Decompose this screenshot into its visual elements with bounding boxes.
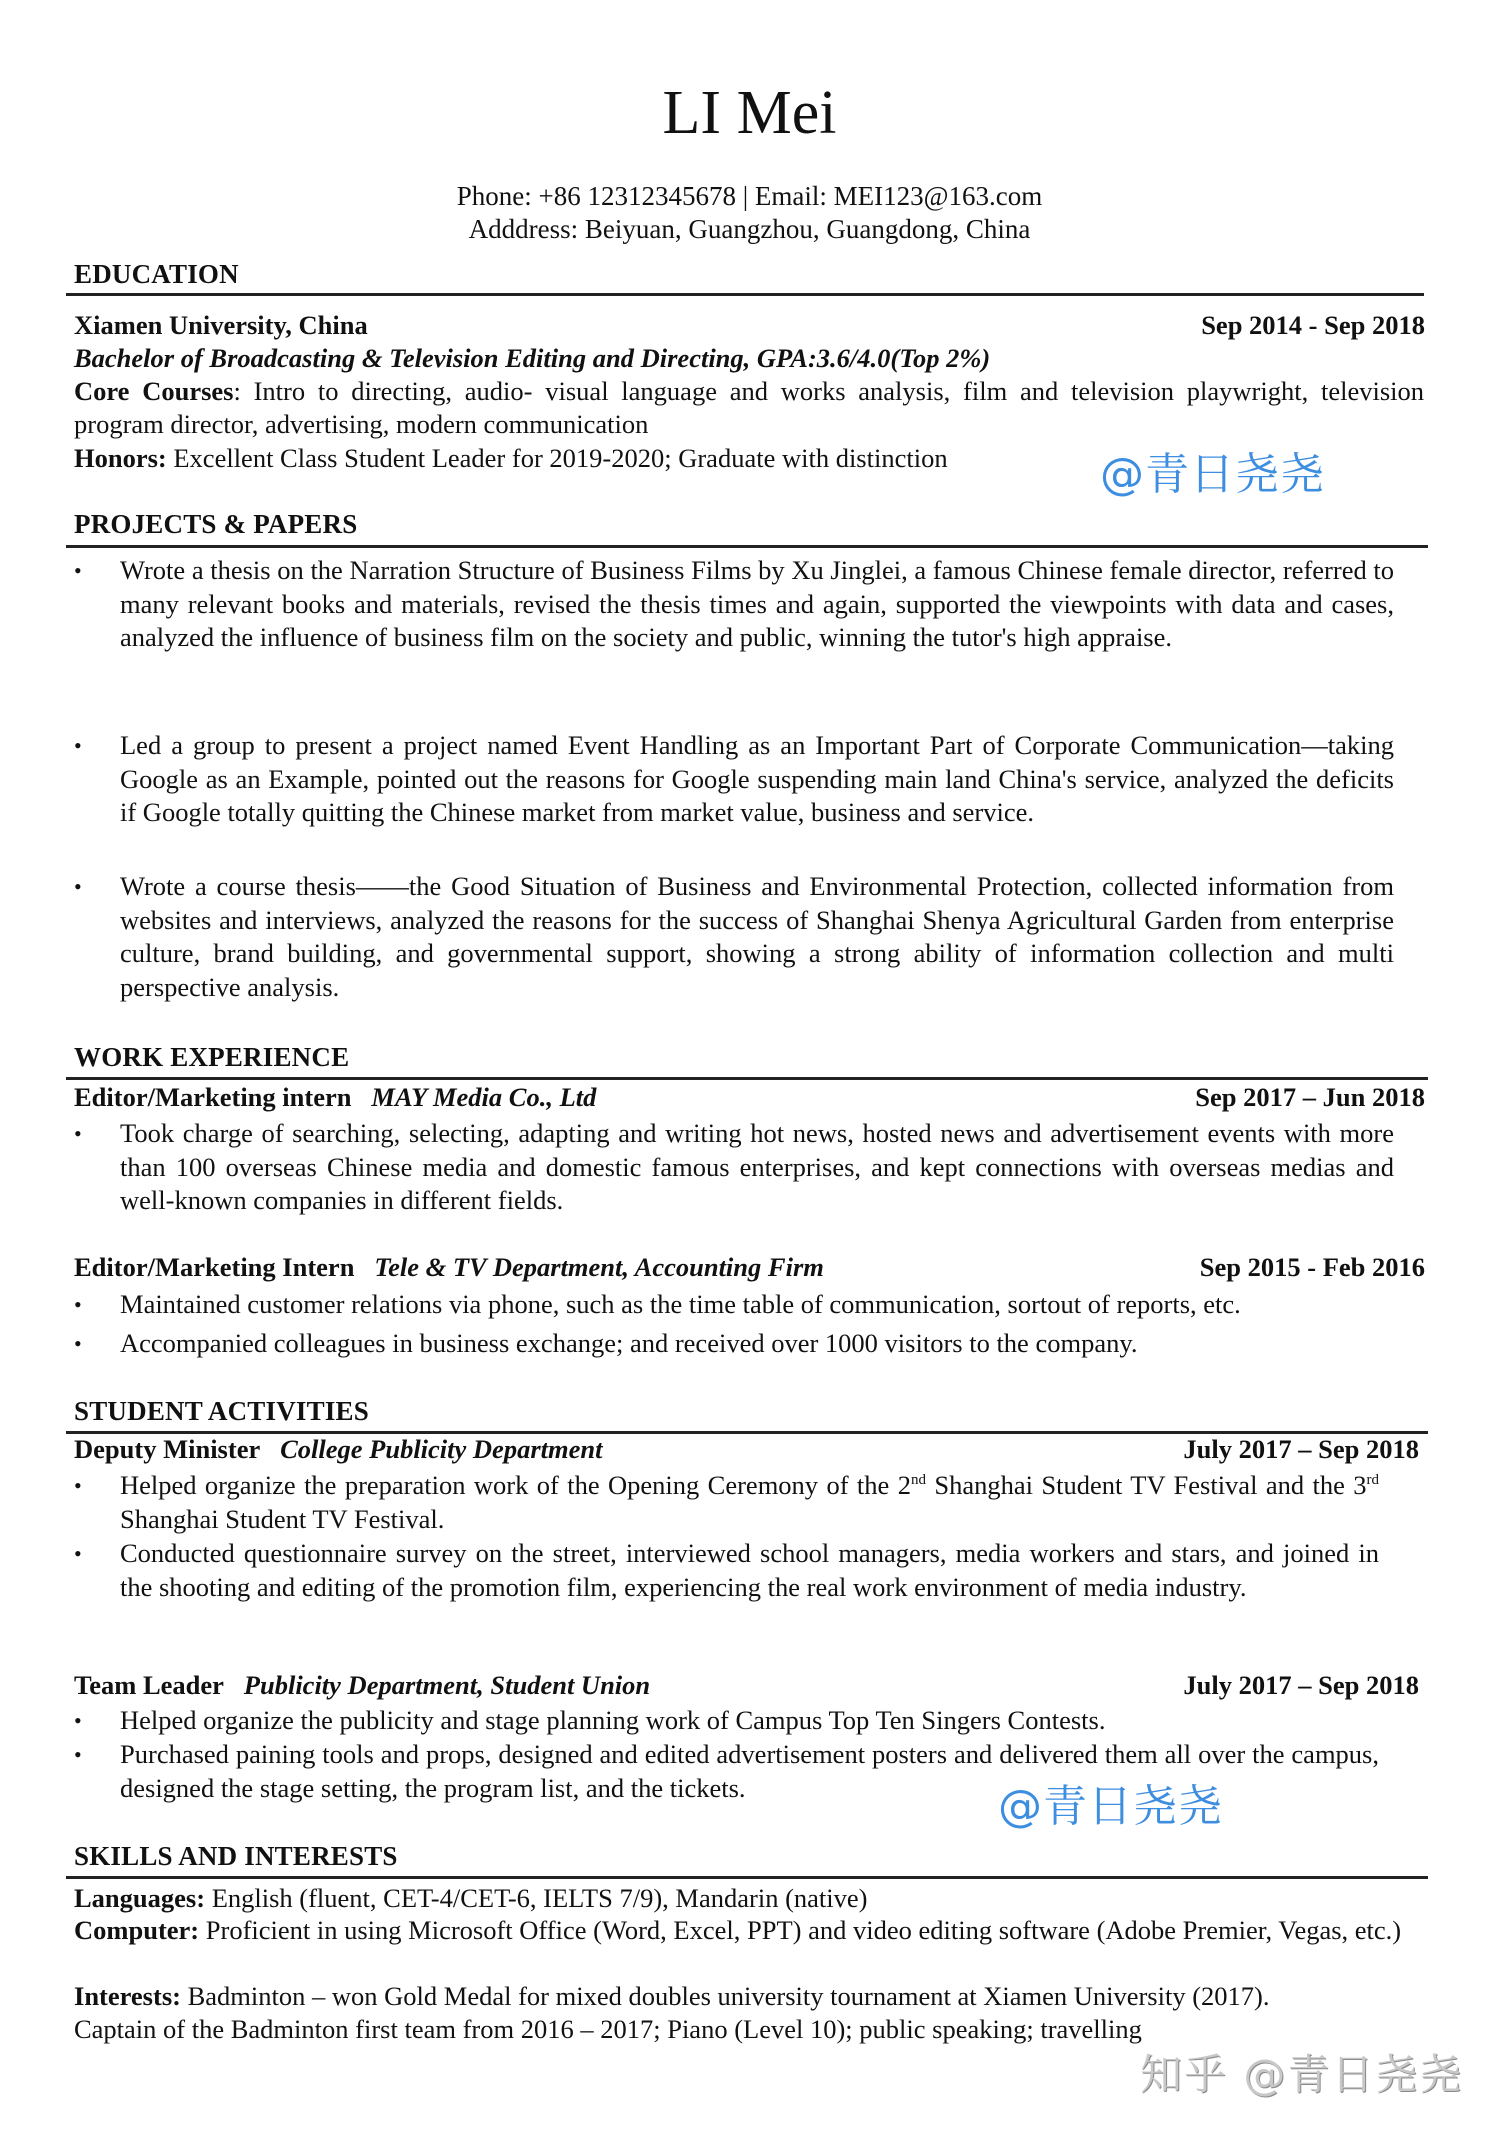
activity-bullet	[74, 1469, 1379, 1536]
skills-interests	[74, 1980, 1270, 2013]
honors	[74, 442, 948, 475]
computer-text: Proficient in using Microsoft Office (Word, Excel, PPT) and video editing software (Adobe Premier, Vegas, etc.)	[199, 1915, 1402, 1945]
job-bullet	[74, 1288, 1394, 1322]
project-item	[74, 554, 1394, 655]
ordinal-suffix: nd	[910, 1472, 926, 1489]
activity-dates: July 2017 – Sep 2018	[1183, 1434, 1419, 1464]
degree-line: Bachelor of Broadcasting & Television Editing and Directing, GPA:3.6/4.0(Top 2%)	[74, 343, 991, 373]
section-divider	[66, 545, 1428, 548]
activity-bullet	[74, 1704, 1379, 1738]
text-part: Shanghai Student TV Festival and the 3	[925, 1470, 1367, 1500]
bullet-icon: •	[74, 1742, 82, 1767]
text-part: Helped organize the preparation work of the Opening Ceremony of the 2	[120, 1470, 911, 1500]
activity-header-row	[74, 1669, 1419, 1702]
job-bullet-text: Accompanied colleagues in business exchange; and received over 1000 visitors to the company.	[120, 1328, 1138, 1358]
watermark-blue-top: @青日尧尧	[1100, 449, 1325, 500]
job-header-row	[74, 1081, 1425, 1114]
bullet-icon: •	[74, 1473, 82, 1498]
project-text: Wrote a thesis on the Narration Structure of Business Films by Xu Jinglei, a famous Chinese female director, referred to many relevant books and materials, revised the thesis times and again, supported the viewpoints with data and cases, analyzed the influence of business film on the society and public, winning the tutor's high appraise.	[120, 555, 1394, 652]
bullet-icon: •	[74, 874, 82, 899]
honors-label: Honors:	[74, 443, 167, 473]
job-header-row	[74, 1251, 1425, 1284]
skills-computer	[74, 1914, 1440, 1947]
address-line: Adddress: Beiyuan, Guangzhou, Guangdong, China	[468, 214, 1031, 244]
bullet-icon: •	[74, 1541, 82, 1566]
job-bullet	[74, 1117, 1394, 1218]
job-role: Editor/Marketing Intern	[74, 1252, 355, 1282]
activity-role: Team Leader	[74, 1670, 224, 1700]
contact-line: Phone: +86 12312345678 | Email: MEI123@163.com	[456, 181, 1043, 211]
languages-label: Languages:	[74, 1883, 206, 1913]
text-part: Shanghai Student TV Festival.	[120, 1503, 445, 1534]
contact-block	[0, 180, 1499, 246]
activity-org: Publicity Department, Student Union	[243, 1670, 651, 1700]
job-bullet	[74, 1327, 1394, 1361]
activity-bullet-text: Conducted questionnaire survey on the street, interviewed school managers, media workers and stars, and joined in the shooting and editing of the promotion film, experiencing the real work environment of media industry.	[120, 1538, 1379, 1602]
job-dates: Sep 2015 - Feb 2016	[1199, 1252, 1425, 1282]
section-divider	[66, 1077, 1428, 1080]
computer-label: Computer:	[74, 1915, 200, 1945]
interests-label: Interests:	[74, 1981, 181, 2011]
core-courses	[74, 375, 1424, 441]
skills-languages	[74, 1882, 867, 1915]
section-divider	[66, 1876, 1428, 1879]
bullet-icon: •	[74, 1708, 82, 1733]
activity-org: College Publicity Department	[280, 1434, 603, 1464]
project-item	[74, 729, 1394, 830]
section-divider	[66, 293, 1424, 296]
education-header-row	[74, 309, 1425, 342]
activity-bullet-text	[120, 1469, 1379, 1536]
section-title-activities: STUDENT ACTIVITIES	[74, 1396, 369, 1426]
job-role: Editor/Marketing intern	[74, 1082, 352, 1112]
project-item	[74, 870, 1394, 1004]
section-title-skills: SKILLS AND INTERESTS	[74, 1841, 398, 1871]
ordinal-suffix: rd	[1366, 1472, 1380, 1489]
education-dates: Sep 2014 - Sep 2018	[1201, 310, 1425, 340]
school-name: Xiamen University, China	[74, 310, 368, 340]
activity-role: Deputy Minister	[74, 1434, 261, 1464]
activity-header-row	[74, 1433, 1419, 1466]
interests-text: Badminton – won Gold Medal for mixed doubles university tournament at Xiamen University (2017).	[180, 1981, 1270, 2011]
watermark-blue-bottom: @青日尧尧	[998, 1781, 1223, 1832]
section-title-education: EDUCATION	[74, 259, 239, 289]
project-text: Wrote a course thesis——the Good Situation of Business and Environmental Protection, collected information from websites and interviews, analyzed the reasons for the success of Shanghai Shenya Agricultural Garden from enterprise culture, brand building, and governmental support, showing a strong ability of information collection and multi perspective analysis.	[120, 871, 1394, 1002]
job-dates: Sep 2017 – Jun 2018	[1195, 1082, 1425, 1112]
job-bullet-text: Took charge of searching, selecting, adapting and writing hot news, hosted news and advertisement events with more than 100 overseas Chinese media and domestic famous enterprises, and kept connections with overseas medias and well-known companies in different fields.	[120, 1118, 1394, 1215]
core-courses-label: Core Courses	[74, 376, 234, 406]
honors-text: Excellent Class Student Leader for 2019-2020; Graduate with distinction	[166, 443, 948, 473]
activity-bullet-text: Helped organize the publicity and stage planning work of Campus Top Ten Singers Contests.	[120, 1705, 1106, 1735]
job-org: MAY Media Co., Ltd	[371, 1082, 597, 1112]
activity-bullet	[74, 1537, 1379, 1604]
bullet-icon: •	[74, 1331, 82, 1356]
job-bullet-text: Maintained customer relations via phone, such as the time table of communication, sortout of reports, etc.	[120, 1289, 1241, 1319]
languages-text: English (fluent, CET-4/CET-6, IELTS 7/9), Mandarin (native)	[205, 1883, 868, 1913]
activity-bullet-text: Purchased paining tools and props, designed and edited advertisement posters and delivered them all over the campus, designed the stage setting, the program list, and the tickets.	[120, 1739, 1379, 1803]
section-title-work: WORK EXPERIENCE	[74, 1042, 350, 1072]
project-text: Led a group to present a project named Event Handling as an Important Part of Corporate Communication—taking Google as an Example, pointed out the reasons for Google suspending main land China's service, analyzed the deficits if Google totally quitting the Chinese market from market value, business and service.	[120, 730, 1394, 827]
watermark-zhihu-footer: 知乎 @青日尧尧	[1140, 2050, 1464, 2099]
section-title-projects: PROJECTS & PAPERS	[74, 509, 358, 539]
core-courses-text: : Intro to directing, audio- visual language and works analysis, film and television playwright, television program director, advertising, modern communication	[74, 376, 1424, 439]
bullet-icon: •	[74, 733, 82, 758]
bullet-icon: •	[74, 558, 82, 583]
job-org: Tele & TV Department, Accounting Firm	[374, 1252, 824, 1282]
interests-line-2: Captain of the Badminton first team from 2016 – 2017; Piano (Level 10); public speaking; travelling	[74, 2014, 1142, 2044]
bullet-icon: •	[74, 1292, 82, 1317]
activity-dates: July 2017 – Sep 2018	[1183, 1670, 1419, 1700]
bullet-icon: •	[74, 1121, 82, 1146]
candidate-name: LI Mei	[662, 79, 837, 147]
